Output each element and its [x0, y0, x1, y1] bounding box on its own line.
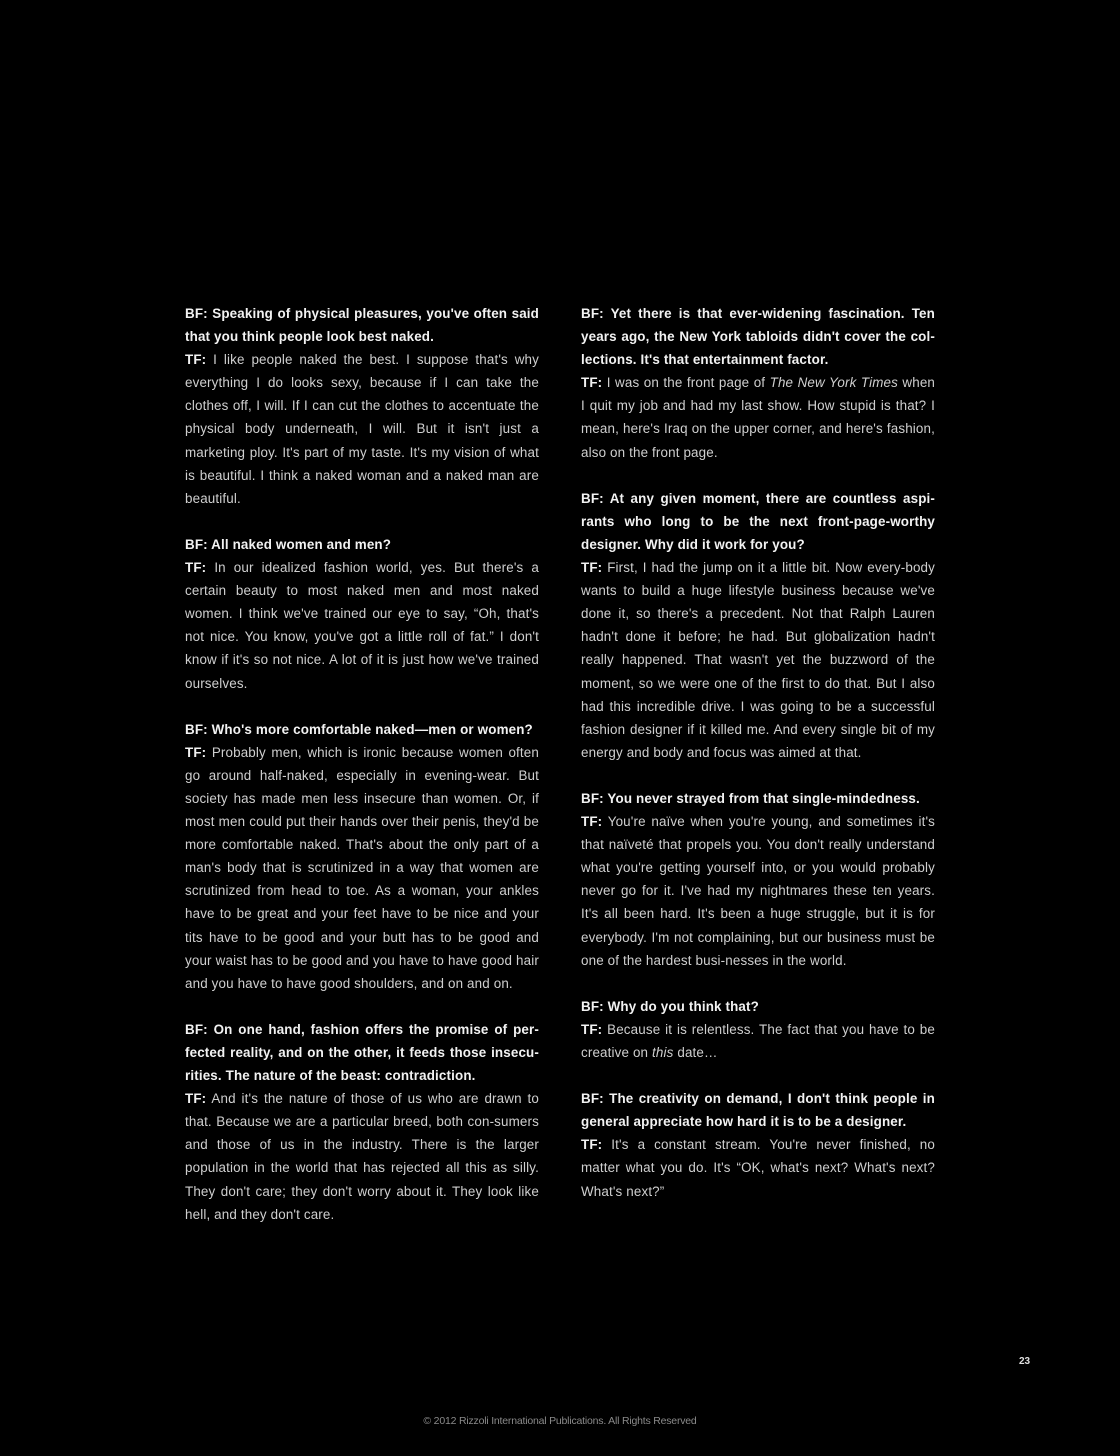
interview-exchange [581, 302, 935, 464]
answer-text-before: Because it is relentless. The fact that you have to be creative on [581, 1021, 936, 1060]
question [581, 302, 935, 371]
interview-exchange [185, 533, 539, 695]
answer-text-before: I was on the front page of [606, 375, 770, 391]
answer [185, 741, 539, 995]
answer [581, 1018, 935, 1064]
right-column [581, 302, 935, 1226]
question-text: The creativity on demand, I don't think people in general appreciate how hard it is to be a designer. [581, 1091, 936, 1130]
answer [185, 348, 539, 510]
answer-text-after: date… [673, 1045, 718, 1060]
answer-speaker: TF: [185, 744, 207, 760]
answer-text: And it's the nature of those of us who are drawn to that. Because we are a particular breed, both con-sumers and those of us in the industry. There is the larger population in the world that has rejected all this as silly. They don't care; they don't worry about it. They look like hell, and they don't care. [185, 1091, 539, 1222]
answer-speaker: TF: [185, 352, 207, 368]
answer [185, 1087, 539, 1226]
interview-exchange [581, 1087, 935, 1202]
question-speaker: BF: [581, 306, 604, 321]
interview-exchange [581, 995, 935, 1064]
question [581, 787, 935, 810]
page-number: 23 [1019, 1356, 1031, 1367]
interview-exchange [185, 718, 539, 995]
answer-speaker: TF: [185, 1091, 207, 1107]
question [185, 533, 539, 556]
emphasis-word: this [652, 1045, 674, 1060]
answer [581, 1133, 935, 1202]
question-speaker: BF: [581, 790, 604, 806]
answer-speaker: TF: [581, 375, 603, 391]
question-speaker: BF: [581, 490, 604, 506]
question-text: Who's more comfortable naked—men or women? [211, 721, 533, 737]
question-speaker: BF: [185, 306, 208, 321]
interview-exchange [185, 302, 539, 510]
answer-text-after: when I quit my job and had my last show. How stupid is that? I mean, here's Iraq on the upper corner, and here's fashion, also on the front page. [581, 375, 936, 460]
question-text: Speaking of physical pleasures, you've often said that you think people look best naked. [185, 306, 539, 345]
interview-exchange [185, 1018, 539, 1226]
answer-text: In our idealized fashion world, yes. But there's a certain beauty to most naked men and most naked women. I think we've trained our eye to say, “Oh, that's not nice. You know, you've got a little roll of fat.” I don't know if it's so not nice. A lot of it is just how we've trained ourselves. [185, 560, 539, 691]
question-speaker: BF: [581, 1091, 604, 1107]
question-text: At any given moment, there are countless aspi-rants who long to be the next front-page-worthy designer. Why did it work for you? [581, 490, 936, 552]
answer-text: Probably men, which is ironic because women often go around half-naked, especially in evening-wear. But society has made men less insecure than women. Or, if most men could put their hands over their penis, they'd be more comfortable naked. That's about the only part of a man's body that is scrutinized in a way that women are scrutinized from head to toe. As a woman, your ankles have to be great and your feet have to be nice and your tits have to be good and your butt has to be good and your waist has to be good and you have to have good hair and you have to have good shoulders, and on and on. [185, 744, 539, 991]
question-text: All naked women and men? [211, 536, 392, 552]
question [185, 1018, 539, 1087]
question [185, 302, 539, 348]
question-text: Why do you think that? [607, 998, 759, 1014]
answer-speaker: TF: [581, 1021, 603, 1037]
question [581, 487, 935, 556]
answer-text: You're naïve when you're young, and sometimes it's that naïveté that propels you. You don't really understand what you're getting yourself into, or you would probably never go for it. I've had my nightmares these ten years. It's all been hard. It's been a huge struggle, but it is for everybody. I'm not complaining, but our business must be one of the hardest busi-nesses in the world. [581, 814, 935, 968]
answer-speaker: TF: [581, 1137, 603, 1153]
answer-text: It's a constant stream. You're never finished, no matter what you do. It's “OK, what's next? What's next? What's next?” [581, 1137, 935, 1199]
answer [581, 810, 935, 972]
interview-exchange [581, 487, 935, 764]
answer-text: First, I had the jump on it a little bit. Now every-body wants to build a huge lifestyle business because we've done it, so there's a precedent. Not that Ralph Lauren hadn't done it before; he had. But globalization hadn't really happened. That wasn't yet the buzzword of the moment, so we were one of the first to do that. But I also had this incredible drive. I was going to be a successful fashion designer if it killed me. And every single bit of my energy and body and focus was aimed at that. [581, 560, 936, 760]
question-text: On one hand, fashion offers the promise of per-fected reality, and on the other, it feeds those insecu-rities. The nature of the beast: contradiction. [185, 1021, 539, 1084]
question-speaker: BF: [185, 721, 208, 737]
copyright-notice: © 2012 Rizzoli International Publications. All Rights Reserved [423, 1415, 697, 1427]
answer-speaker: TF: [581, 814, 603, 830]
answer-speaker: TF: [581, 560, 603, 576]
question-speaker: BF: [581, 998, 604, 1014]
answer-text: I like people naked the best. I suppose that's why everything I do looks sexy, because if I can take the clothes off, I will. If I can cut the clothes to accentuate the physical body underneath, I will. But it isn't just a marketing ploy. It's part of my taste. It's my vision of what is beautiful. I think a naked woman and a naked man are beautiful. [185, 352, 539, 506]
left-column [185, 302, 539, 1249]
answer [185, 556, 539, 695]
answer [581, 371, 935, 463]
question [185, 718, 539, 741]
answer-speaker: TF: [185, 560, 207, 576]
answer [581, 556, 935, 764]
interview-exchange [581, 787, 935, 972]
question-speaker: BF: [185, 536, 208, 552]
question [581, 1087, 935, 1133]
question-text: Yet there is that ever-widening fascination. Ten years ago, the New York tabloids didn't cover the col-lections. It's that entertainment factor. [581, 306, 935, 368]
publication-title: The New York Times [769, 375, 898, 391]
question [581, 995, 935, 1018]
question-text: You never strayed from that single-mindedness. [607, 790, 920, 806]
question-speaker: BF: [185, 1021, 208, 1037]
